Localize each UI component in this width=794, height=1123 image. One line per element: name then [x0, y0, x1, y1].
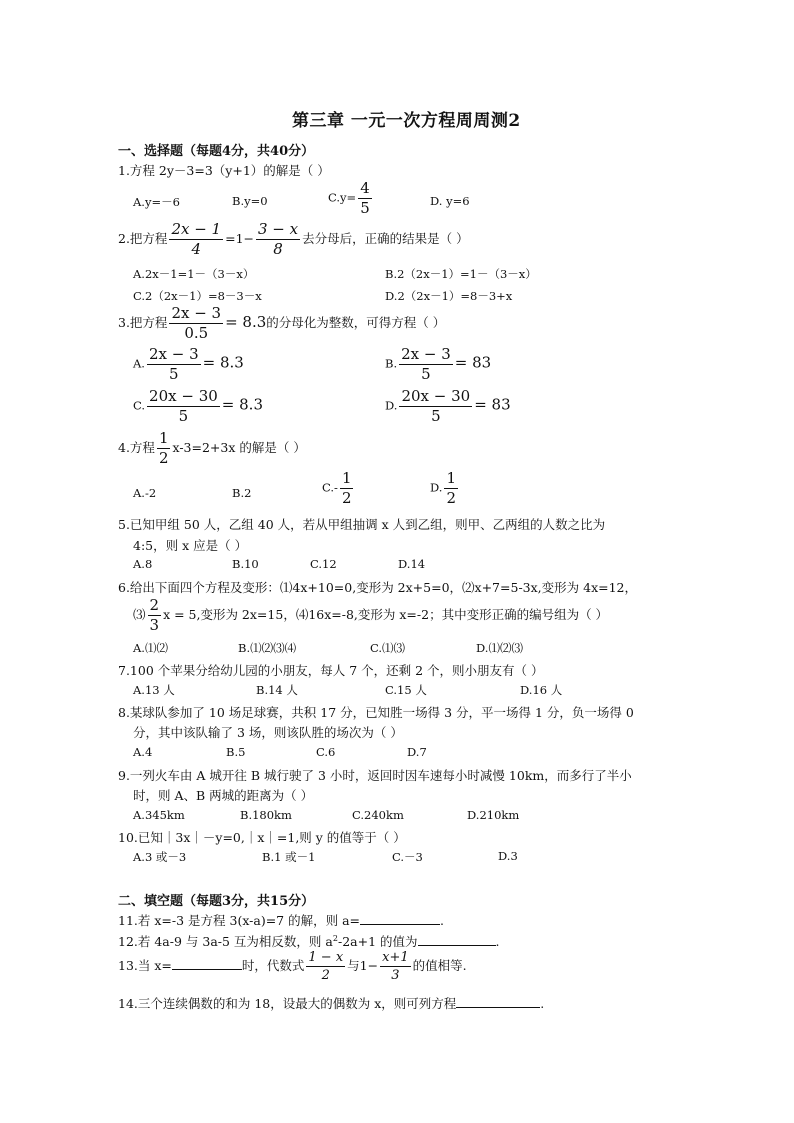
question-12-post: . — [495, 934, 500, 949]
question-2-mid: =1− — [225, 231, 254, 246]
question-2-option-c: C.2（2x－1）=8－3－x — [133, 289, 262, 303]
question-2-stem — [118, 222, 469, 257]
question-3-option-b — [385, 347, 491, 382]
question-5-line-1: 5.已知甲组 50 人，乙组 40 人，若从甲组抽调 x 人到乙组，则甲、乙两组的人数之比为 — [118, 517, 606, 532]
question-4-option-d-num: 1 — [446, 469, 457, 487]
question-4-option-c — [322, 471, 355, 506]
question-12-exponent: 2 — [332, 933, 338, 943]
question-2-frac1-den: 4 — [191, 240, 202, 258]
question-3-option-a-label: A. — [133, 356, 145, 371]
section-heading-choice: 一、选择题（每题4分，共40分） — [118, 144, 315, 159]
answer-blank[interactable] — [360, 912, 440, 925]
question-11 — [118, 911, 444, 929]
question-9-option-a: A.345km — [133, 808, 185, 822]
question-1-option-c-numerator: 4 — [360, 179, 370, 197]
answer-blank[interactable] — [456, 995, 540, 1008]
question-1-option-d: D. y=6 — [430, 194, 470, 208]
question-5-option-b: B.10 — [232, 557, 259, 571]
answer-blank[interactable] — [172, 957, 242, 970]
question-9-option-c: C.240km — [352, 808, 404, 822]
question-6-line-2 — [133, 598, 608, 633]
question-9-option-d: D.210km — [467, 808, 520, 822]
question-7-stem: 7.100 个苹果分给幼儿园的小朋友，每人 7 个，还剩 2 个，则小朋友有（ ） — [118, 663, 544, 678]
question-2-option-d: D.2（2x－1）=8－3+x — [385, 289, 513, 303]
question-6-option-c: C.⑴⑶ — [370, 641, 406, 655]
question-2-frac2-num: 3 − x — [258, 220, 299, 238]
question-7-option-b: B.14 人 — [256, 683, 298, 697]
question-2-option-a: A.2x－1=1－（3－x） — [133, 267, 255, 281]
question-4-option-c-label: C.- — [322, 480, 338, 495]
question-3-option-a-eq: = 8.3 — [202, 353, 244, 372]
question-3-option-d-eq: = 83 — [474, 395, 511, 414]
question-4-option-d — [430, 471, 460, 506]
section-heading-fill: 二、填空题（每题3分，共15分） — [118, 894, 315, 909]
question-4-pre: 4.方程 — [118, 440, 155, 455]
question-3-option-c-num: 20x − 30 — [149, 387, 218, 405]
question-6-frac-den: 3 — [149, 616, 160, 634]
question-14-post: . — [540, 996, 545, 1011]
question-3-frac-num: 2x − 3 — [171, 304, 222, 322]
question-6-item-3-marker: ⑶ — [133, 607, 146, 622]
question-6-frac-num: 2 — [149, 596, 160, 614]
question-8-line-1: 8.某球队参加了 10 场足球赛，共积 17 分，已知胜一场得 3 分，平一场得 1 分，负一场得 0 — [118, 705, 634, 720]
question-9-line-1: 9.一列火车由 A 城开往 B 城行驶了 3 小时，返回时因车速每小时减慢 10km，而多行了半小 — [118, 768, 632, 783]
question-5-line-2: 4:5，则 x 应是（ ） — [133, 538, 248, 553]
question-3-option-a-num: 2x − 3 — [148, 345, 199, 363]
question-13-mid: 时，代数式 — [241, 958, 305, 973]
question-2-frac1-num: 2x − 1 — [171, 220, 222, 238]
question-1-option-c-label: C.y= — [328, 190, 357, 205]
question-13-post: 的值相等. — [412, 958, 467, 973]
question-2-frac2-den: 8 — [273, 240, 283, 258]
question-8-option-c: C.6 — [316, 745, 336, 759]
question-7-option-a: A.13 人 — [133, 683, 175, 697]
question-3-option-d-num: 20x − 30 — [401, 387, 471, 405]
question-4-option-d-label: D. — [430, 480, 443, 495]
question-10-option-c: C.－3 — [392, 850, 423, 864]
question-3-option-c-den: 5 — [178, 407, 189, 425]
question-5-option-a: A.8 — [133, 557, 153, 571]
question-8-line-2: 分，其中该队输了 3 场，则该队胜的场次为（ ） — [133, 725, 403, 740]
question-3-option-b-den: 5 — [421, 365, 431, 383]
question-1-stem: 1.方程 2y－3=3（y+1）的解是（ ） — [118, 163, 330, 178]
question-6-line-1: 6.给出下面四个方程及变形：⑴4x+10=0,变形为 2x+5=0，⑵x+7=5-3x,变形为 4x=12， — [118, 580, 637, 595]
question-3-option-c — [133, 389, 263, 424]
question-11-text: 11.若 x=-3 是方程 3(x-a)=7 的解，则 a= — [118, 913, 361, 928]
answer-blank[interactable] — [418, 933, 496, 946]
question-6-option-b: B.⑴⑵⑶⑷ — [238, 641, 297, 655]
question-3-option-a — [133, 347, 244, 382]
question-11-post: . — [440, 913, 444, 928]
question-12-text: 12.若 4a-9 与 3a-5 互为相反数，则 a — [118, 934, 333, 949]
question-1-option-c-denominator: 5 — [360, 199, 370, 217]
question-9-line-2: 时，则 A、B 两城的距离为（ ） — [133, 788, 314, 803]
question-2-option-b: B.2（2x－1）=1－（3－x） — [385, 267, 537, 281]
question-3-option-c-label: C. — [133, 398, 146, 413]
question-4-frac-num: 1 — [158, 429, 169, 447]
question-1-option-b: B.y=0 — [232, 194, 268, 208]
question-12-mid: -2a+1 的值为 — [337, 934, 418, 949]
question-3-option-c-eq: = 8.3 — [221, 395, 263, 414]
question-9-option-b: B.180km — [240, 808, 292, 822]
question-3-option-b-num: 2x − 3 — [401, 345, 451, 363]
question-13 — [118, 951, 467, 982]
question-4-stem — [118, 431, 306, 466]
question-7-option-d: D.16 人 — [520, 683, 563, 697]
question-3-pre: 3.把方程 — [118, 315, 168, 330]
question-6-line-2-post: x = 5,变形为 2x=15，⑷16x=-8,变形为 x=-2；其中变形正确的编号组为（ ） — [163, 607, 609, 622]
question-14-text: 14.三个连续偶数的和为 18，设最大的偶数为 x，则可列方程 — [118, 996, 457, 1011]
question-2-post: 去分母后，正确的结果是（ ） — [302, 231, 469, 246]
question-3-option-b-eq: = 83 — [454, 353, 492, 372]
question-5-option-c: C.12 — [310, 557, 337, 571]
question-10-stem: 10.已知｜3x｜－y=0,｜x｜=1,则 y 的值等于（ ） — [118, 830, 406, 845]
question-8-option-a: A.4 — [133, 745, 153, 759]
question-4-post: x-3=2+3x 的解是（ ） — [172, 440, 306, 455]
question-1-option-a: A.y=－6 — [133, 195, 180, 209]
question-3-eq: = 8.3 — [225, 313, 267, 331]
question-12 — [118, 932, 499, 950]
question-6-option-d: D.⑴⑵⑶ — [476, 641, 523, 655]
question-13-frac2-den: 3 — [391, 968, 400, 983]
question-3-option-d — [385, 389, 511, 424]
question-3-option-d-label: D. — [385, 398, 398, 413]
question-4-option-b: B.2 — [232, 486, 252, 500]
question-4-option-c-den: 2 — [341, 489, 352, 507]
question-8-option-b: B.5 — [226, 745, 246, 759]
question-3-option-b-label: B. — [385, 356, 398, 371]
question-2-pre: 2.把方程 — [118, 231, 168, 246]
question-10-option-d: D.3 — [498, 849, 518, 863]
question-7-option-c: C.15 人 — [385, 683, 427, 697]
question-3-option-d-den: 5 — [431, 407, 441, 425]
question-1-option-c — [328, 181, 374, 216]
page-title: 第三章 一元一次方程周周测2 — [292, 111, 521, 131]
question-3-stem — [118, 306, 445, 341]
question-13-frac1-num: 1 − x — [308, 950, 344, 965]
question-4-option-d-den: 2 — [446, 489, 457, 507]
question-13-and: 与1− — [347, 958, 379, 973]
question-8-option-d: D.7 — [407, 745, 427, 759]
question-3-post: 的分母化为整数，可得方程（ ） — [266, 315, 446, 330]
question-6-option-a: A.⑴⑵ — [133, 641, 168, 655]
question-13-frac1-den: 2 — [321, 968, 330, 983]
question-3-option-a-den: 5 — [169, 365, 179, 383]
question-13-pre: 13.当 x= — [118, 958, 172, 973]
question-4-option-c-num: 1 — [341, 469, 352, 487]
question-10-option-a: A.3 或－3 — [133, 850, 187, 864]
question-4-option-a: A.-2 — [133, 486, 157, 500]
question-13-frac2-num: x+1 — [382, 950, 409, 965]
question-3-frac-den: 0.5 — [184, 324, 209, 342]
question-5-option-d: D.14 — [398, 557, 426, 571]
question-10-option-b: B.1 或－1 — [262, 850, 316, 864]
question-4-frac-den: 2 — [158, 449, 169, 467]
question-14 — [118, 994, 544, 1012]
